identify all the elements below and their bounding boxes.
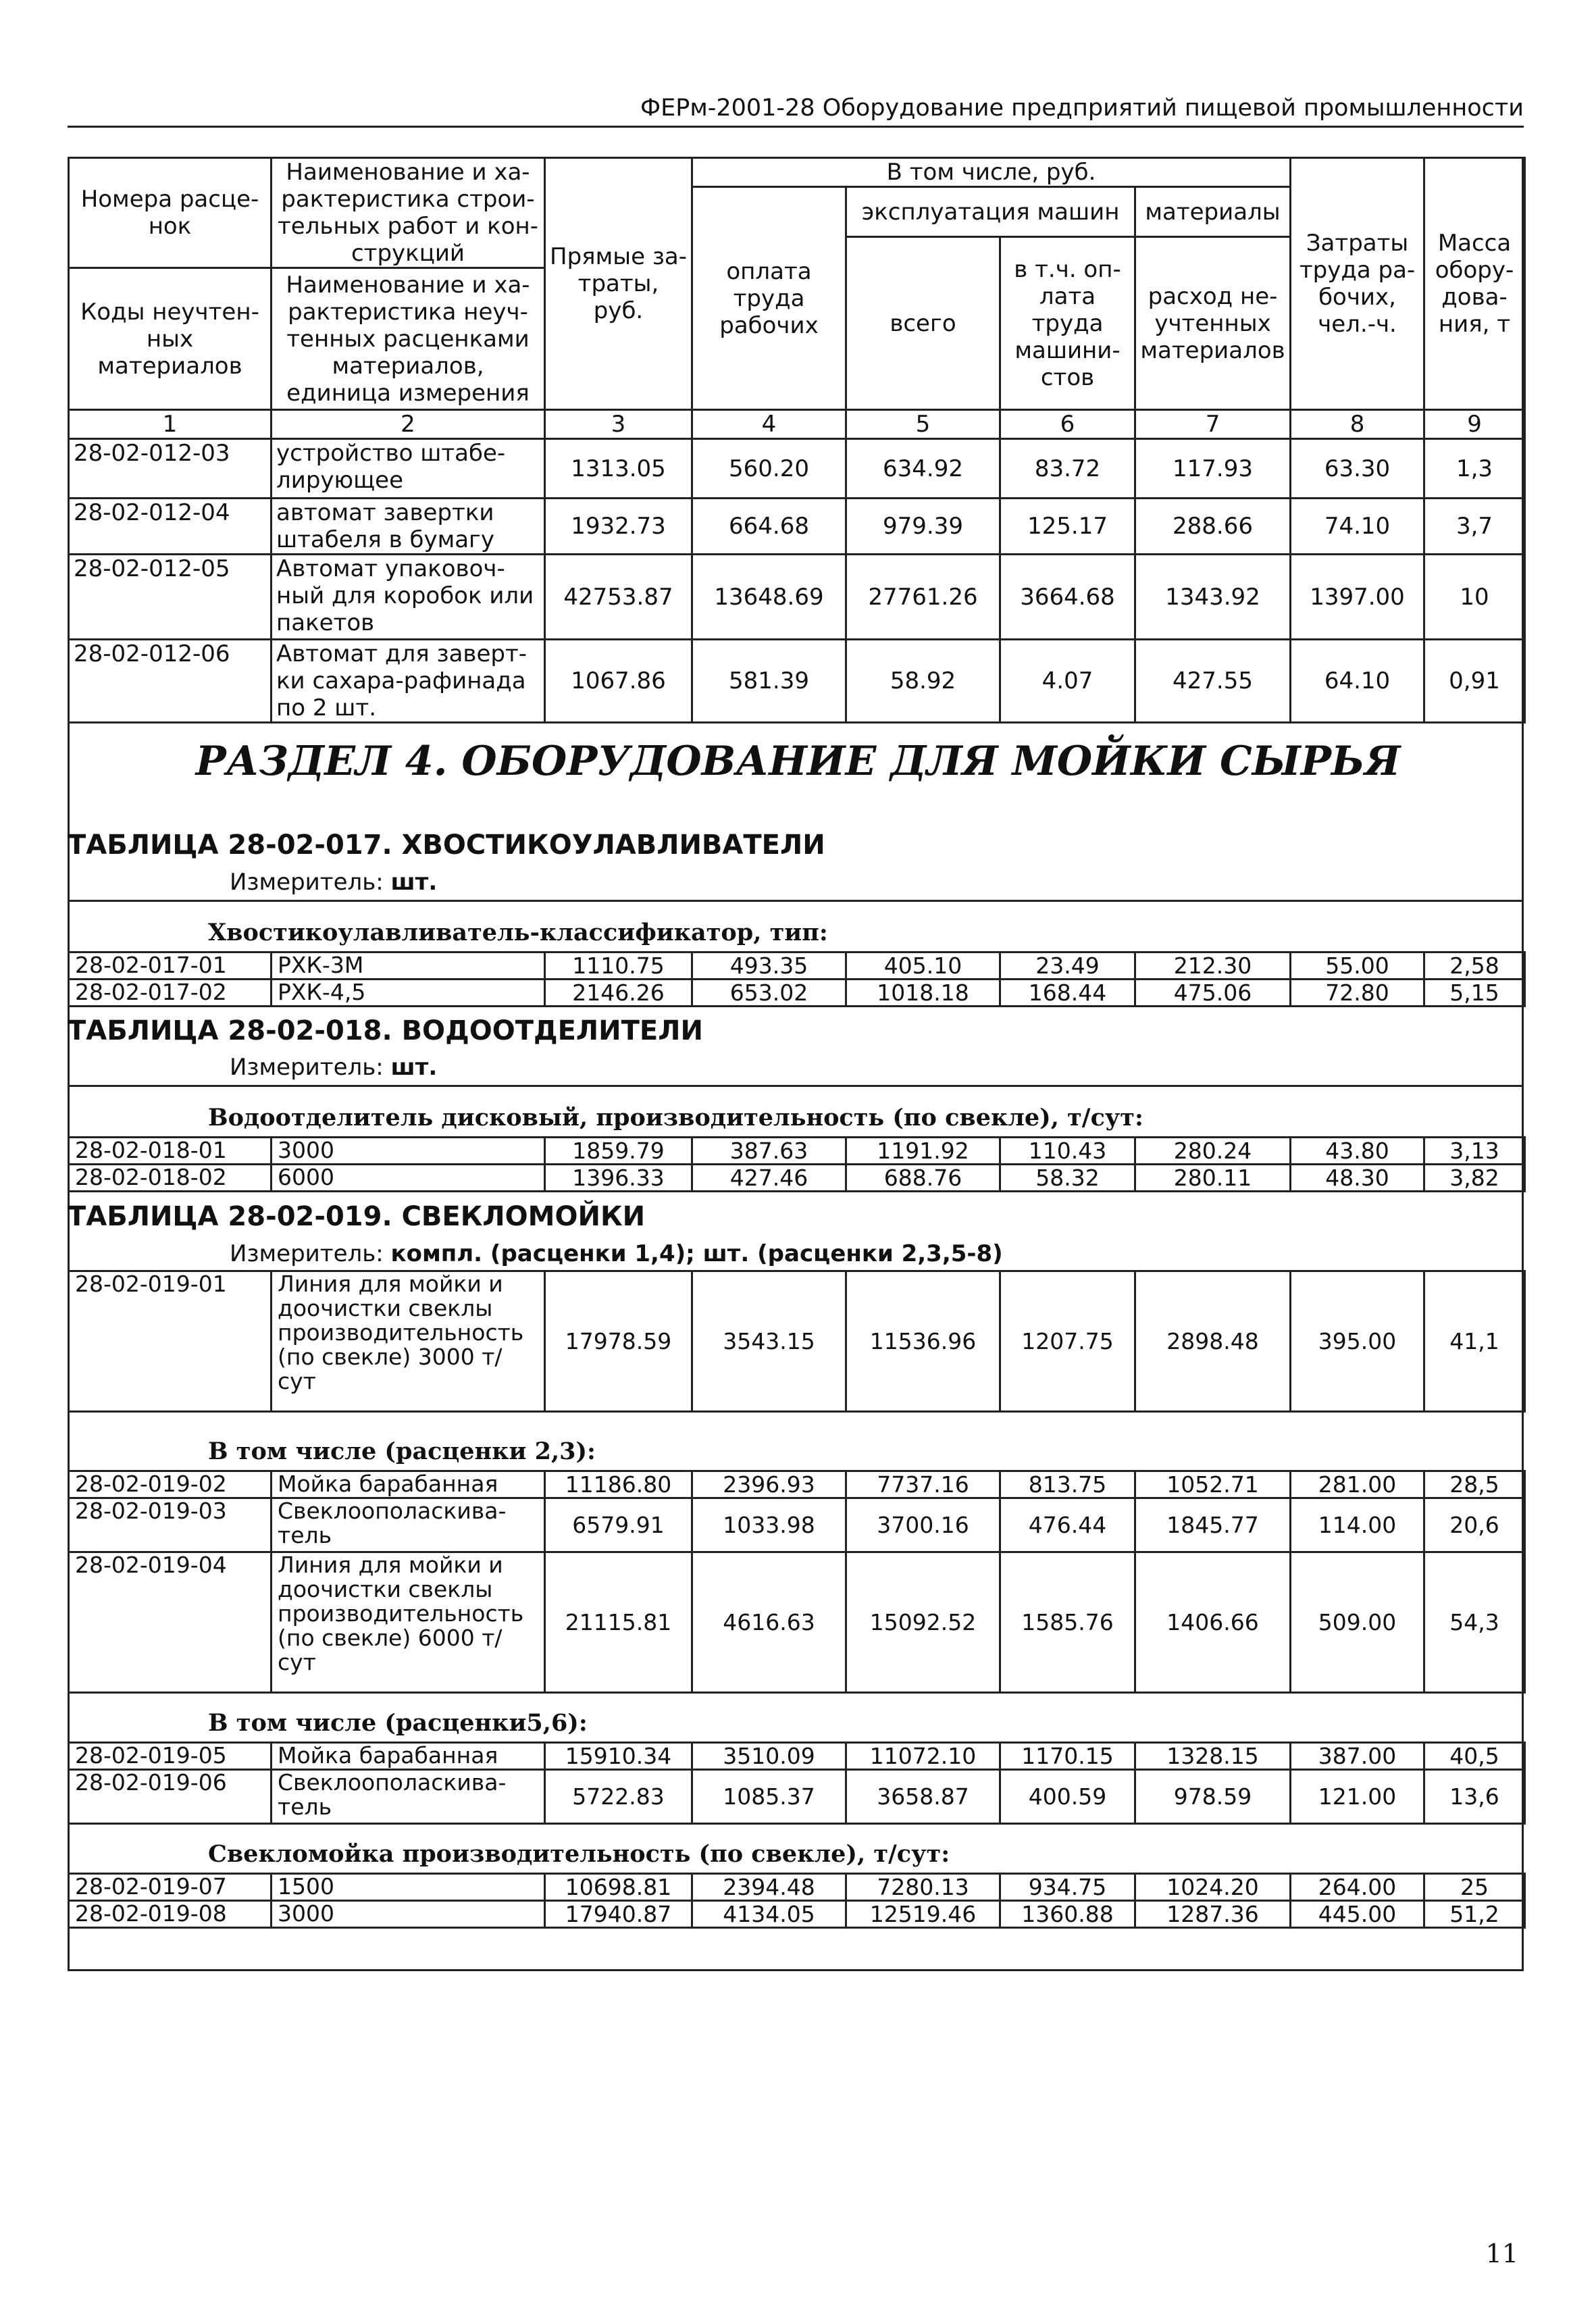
value-cell: 1,3 — [1424, 439, 1525, 499]
rate-code-cell: 28-02-012-03 — [69, 439, 272, 499]
name-cell: устройство штабе-лирующее — [272, 439, 545, 499]
value-cell: 1397.00 — [1291, 555, 1424, 640]
value-cell: 1067.86 — [545, 640, 692, 723]
table-row — [69, 1874, 1525, 1901]
name-cell: Свеклоополаскива-тель — [272, 1498, 545, 1552]
value-cell: 11536.96 — [846, 1271, 1000, 1412]
table-017-subtitle: Хвостикоулавливатель-классификатор, тип: — [208, 919, 828, 946]
value-cell: 400.59 — [1000, 1770, 1135, 1824]
column-numbers-row — [69, 410, 1525, 439]
value-cell: 5,15 — [1424, 980, 1525, 1007]
measure-value: шт. — [390, 869, 438, 896]
value-cell: 813.75 — [1000, 1471, 1135, 1498]
table-019-part2 — [68, 1470, 1526, 1694]
value-cell: 21115.81 — [545, 1552, 692, 1693]
value-cell: 20,6 — [1424, 1498, 1525, 1552]
value-cell: 114.00 — [1291, 1498, 1424, 1552]
table-019-title: ТАБЛИЦА 28-02-019. СВЕКЛОМОЙКИ — [68, 1201, 646, 1232]
value-cell: 125.17 — [1000, 499, 1135, 555]
value-cell: 1287.36 — [1135, 1901, 1291, 1928]
value-cell: 5722.83 — [545, 1770, 692, 1824]
measure-value: компл. (расценки 1,4); шт. (расценки 2,3,5-8) — [390, 1240, 1003, 1267]
section-title: РАЗДЕЛ 4. ОБОРУДОВАНИЕ ДЛЯ МОЙКИ СЫРЬЯ — [195, 738, 1401, 785]
col9-header: Масса обору-дова-ния, т — [1424, 158, 1525, 410]
table-row — [69, 499, 1525, 555]
value-cell: 1085.37 — [692, 1770, 846, 1824]
value-cell: 3,7 — [1424, 499, 1525, 555]
value-cell: 2394.48 — [692, 1874, 846, 1901]
name-cell: автомат завертки штабеля в бумагу — [272, 499, 545, 555]
value-cell: 25 — [1424, 1874, 1525, 1901]
table-row — [69, 1743, 1525, 1770]
value-cell: 1932.73 — [545, 499, 692, 555]
col5-header: всего — [846, 237, 1000, 410]
value-cell: 168.44 — [1000, 980, 1135, 1007]
value-cell: 58.92 — [846, 640, 1000, 723]
value-cell: 634.92 — [846, 439, 1000, 499]
table-row — [69, 1165, 1525, 1192]
value-cell: 13648.69 — [692, 555, 846, 640]
value-cell: 15910.34 — [545, 1743, 692, 1770]
header-text: ФЕРм-2001-28 Оборудование предприятий пищевой промышленности — [640, 95, 1524, 122]
value-cell: 1313.05 — [545, 439, 692, 499]
col2-header-bottom: Наименование и ха-рактеристика неуч-тенных расценками материалов, единица измерения — [272, 268, 545, 410]
table-row — [69, 952, 1525, 980]
table-row — [69, 1770, 1525, 1824]
value-cell: 121.00 — [1291, 1770, 1424, 1824]
incl-header: В том числе, руб. — [692, 158, 1291, 187]
col-num: 9 — [1424, 410, 1525, 439]
value-cell: 1191.92 — [846, 1138, 1000, 1165]
value-cell: 264.00 — [1291, 1874, 1424, 1901]
value-cell: 15092.52 — [846, 1552, 1000, 1693]
value-cell: 212.30 — [1135, 952, 1291, 980]
value-cell: 405.10 — [846, 952, 1000, 980]
table-row — [69, 640, 1525, 723]
value-cell: 83.72 — [1000, 439, 1135, 499]
value-cell: 72.80 — [1291, 980, 1424, 1007]
value-cell: 493.35 — [692, 952, 846, 980]
name-cell: Автомат упаковоч-ный для коробок или пакетов — [272, 555, 545, 640]
col-num: 7 — [1135, 410, 1291, 439]
value-cell: 13,6 — [1424, 1770, 1525, 1824]
col1-header-bottom: Коды неучтен-ных материалов — [69, 268, 272, 410]
name-cell: 3000 — [272, 1901, 545, 1928]
col-num: 8 — [1291, 410, 1424, 439]
rate-code-cell: 28-02-018-02 — [69, 1165, 272, 1192]
divider — [68, 1085, 1524, 1087]
name-cell: Линия для мойки и доочистки свеклы производительность (по свекле) 3000 т/сут — [272, 1271, 545, 1412]
table-row — [69, 1498, 1525, 1552]
rate-code-cell: 28-02-018-01 — [69, 1138, 272, 1165]
rate-code-cell: 28-02-012-05 — [69, 555, 272, 640]
value-cell: 7737.16 — [846, 1471, 1000, 1498]
rate-code-cell: 28-02-017-01 — [69, 952, 272, 980]
value-cell: 63.30 — [1291, 439, 1424, 499]
value-cell: 581.39 — [692, 640, 846, 723]
value-cell: 6579.91 — [545, 1498, 692, 1552]
col-num: 4 — [692, 410, 846, 439]
rate-code-cell: 28-02-019-03 — [69, 1498, 272, 1552]
value-cell: 3,13 — [1424, 1138, 1525, 1165]
name-cell: РХК-4,5 — [272, 980, 545, 1007]
value-cell: 3510.09 — [692, 1743, 846, 1770]
value-cell: 1396.33 — [545, 1165, 692, 1192]
name-cell: Мойка барабанная — [272, 1743, 545, 1770]
table-019-part1 — [68, 1270, 1526, 1413]
value-cell: 27761.26 — [846, 555, 1000, 640]
value-cell: 1406.66 — [1135, 1552, 1291, 1693]
table-019-measure — [230, 1240, 1003, 1267]
value-cell: 11186.80 — [545, 1471, 692, 1498]
value-cell: 1018.18 — [846, 980, 1000, 1007]
name-cell: Свеклоополаскива-тель — [272, 1770, 545, 1824]
value-cell: 560.20 — [692, 439, 846, 499]
value-cell: 1024.20 — [1135, 1874, 1291, 1901]
value-cell: 4134.05 — [692, 1901, 846, 1928]
col4-header: оплата труда рабочих — [692, 187, 846, 410]
rate-code-cell: 28-02-012-04 — [69, 499, 272, 555]
value-cell: 10698.81 — [545, 1874, 692, 1901]
table-row — [69, 439, 1525, 499]
value-cell: 1033.98 — [692, 1498, 846, 1552]
value-cell: 1052.71 — [1135, 1471, 1291, 1498]
value-cell: 280.11 — [1135, 1165, 1291, 1192]
value-cell: 3658.87 — [846, 1770, 1000, 1824]
value-cell: 427.46 — [692, 1165, 846, 1192]
value-cell: 55.00 — [1291, 952, 1424, 980]
value-cell: 1343.92 — [1135, 555, 1291, 640]
name-cell: Линия для мойки и доочистки свеклы производительность (по свекле) 6000 т/сут — [272, 1552, 545, 1693]
rate-code-cell: 28-02-019-06 — [69, 1770, 272, 1824]
col-num: 6 — [1000, 410, 1135, 439]
value-cell: 664.68 — [692, 499, 846, 555]
value-cell: 1845.77 — [1135, 1498, 1291, 1552]
value-cell: 40,5 — [1424, 1743, 1525, 1770]
value-cell: 475.06 — [1135, 980, 1291, 1007]
col-num: 1 — [69, 410, 272, 439]
col2-header-top: Наименование и ха-рактеристика строи-тельных работ и кон-струкций — [272, 158, 545, 268]
value-cell: 387.00 — [1291, 1743, 1424, 1770]
measure-label: Измеритель: — [230, 869, 384, 896]
value-cell: 509.00 — [1291, 1552, 1424, 1693]
value-cell: 41,1 — [1424, 1271, 1525, 1412]
col6-header: в т.ч. оп-лата труда машини-стов — [1000, 237, 1135, 410]
table-017-measure — [230, 869, 437, 896]
value-cell: 42753.87 — [545, 555, 692, 640]
measure-value: шт. — [390, 1054, 438, 1081]
value-cell: 1360.88 — [1000, 1901, 1135, 1928]
value-cell: 23.49 — [1000, 952, 1135, 980]
value-cell: 288.66 — [1135, 499, 1291, 555]
value-cell: 934.75 — [1000, 1874, 1135, 1901]
col8-header: Затраты труда ра-бочих, чел.-ч. — [1291, 158, 1424, 410]
value-cell: 3543.15 — [692, 1271, 846, 1412]
measure-label: Измеритель: — [230, 1054, 384, 1081]
table-019-subtitle-1: В том числе (расценки 2,3): — [208, 1438, 596, 1465]
table-018 — [68, 1136, 1526, 1192]
col1-header-top: Номера расце-нок — [69, 158, 272, 268]
table-017 — [68, 951, 1526, 1007]
table-row — [69, 555, 1525, 640]
table-017-title: ТАБЛИЦА 28-02-017. ХВОСТИКОУЛАВЛИВАТЕЛИ — [68, 830, 825, 861]
value-cell: 11072.10 — [846, 1743, 1000, 1770]
rate-code-cell: 28-02-019-04 — [69, 1552, 272, 1693]
value-cell: 1110.75 — [545, 952, 692, 980]
table-row — [69, 1471, 1525, 1498]
table-019-subtitle-3: Свекломойка производительность (по свекле), т/сут: — [208, 1840, 950, 1868]
table-019-subtitle-2: В том числе (расценки5,6): — [208, 1709, 588, 1737]
table-018-measure — [230, 1054, 437, 1081]
value-cell: 51,2 — [1424, 1901, 1525, 1928]
table-row — [69, 1901, 1525, 1928]
value-cell: 117.93 — [1135, 439, 1291, 499]
col-num: 5 — [846, 410, 1000, 439]
rate-code-cell: 28-02-019-08 — [69, 1901, 272, 1928]
value-cell: 64.10 — [1291, 640, 1424, 723]
name-cell: 3000 — [272, 1138, 545, 1165]
value-cell: 48.30 — [1291, 1165, 1424, 1192]
value-cell: 280.24 — [1135, 1138, 1291, 1165]
materials-header: материалы — [1135, 187, 1291, 237]
name-cell: РХК-3М — [272, 952, 545, 980]
rate-code-cell: 28-02-019-01 — [69, 1271, 272, 1412]
value-cell: 1328.15 — [1135, 1743, 1291, 1770]
value-cell: 110.43 — [1000, 1138, 1135, 1165]
table-018-title: ТАБЛИЦА 28-02-018. ВОДООТДЕЛИТЕЛИ — [68, 1015, 703, 1046]
table-018-subtitle: Водоотделитель дисковый, производительность (по свекле), т/сут: — [208, 1104, 1143, 1132]
page-header — [68, 92, 1524, 128]
name-cell: 6000 — [272, 1165, 545, 1192]
value-cell: 978.59 — [1135, 1770, 1291, 1824]
value-cell: 979.39 — [846, 499, 1000, 555]
value-cell: 1207.75 — [1000, 1271, 1135, 1412]
table-row — [69, 1552, 1525, 1693]
value-cell: 1170.15 — [1000, 1743, 1135, 1770]
value-cell: 28,5 — [1424, 1471, 1525, 1498]
value-cell: 10 — [1424, 555, 1525, 640]
value-cell: 12519.46 — [846, 1901, 1000, 1928]
table-019-part3 — [68, 1742, 1526, 1825]
rate-code-cell: 28-02-019-02 — [69, 1471, 272, 1498]
value-cell: 3,82 — [1424, 1165, 1525, 1192]
value-cell: 1859.79 — [545, 1138, 692, 1165]
value-cell: 2898.48 — [1135, 1271, 1291, 1412]
rate-code-cell: 28-02-019-07 — [69, 1874, 272, 1901]
value-cell: 17978.59 — [545, 1271, 692, 1412]
table-row — [69, 1138, 1525, 1165]
name-cell: Мойка барабанная — [272, 1471, 545, 1498]
value-cell: 74.10 — [1291, 499, 1424, 555]
name-cell: Автомат для заверт-ки сахара-рафинада по 2 шт. — [272, 640, 545, 723]
value-cell: 1585.76 — [1000, 1552, 1135, 1693]
col7-header: расход не-учтенных материалов — [1135, 237, 1291, 410]
table-row — [69, 1271, 1525, 1412]
value-cell: 688.76 — [846, 1165, 1000, 1192]
value-cell: 4616.63 — [692, 1552, 846, 1693]
value-cell: 653.02 — [692, 980, 846, 1007]
machines-header: эксплуатация машин — [846, 187, 1135, 237]
value-cell: 43.80 — [1291, 1138, 1424, 1165]
measure-label: Измеритель: — [230, 1240, 384, 1267]
value-cell: 281.00 — [1291, 1471, 1424, 1498]
rate-code-cell: 28-02-012-06 — [69, 640, 272, 723]
value-cell: 2,58 — [1424, 952, 1525, 980]
value-cell: 2396.93 — [692, 1471, 846, 1498]
value-cell: 3700.16 — [846, 1498, 1000, 1552]
rate-code-cell: 28-02-017-02 — [69, 980, 272, 1007]
rate-code-cell: 28-02-019-05 — [69, 1743, 272, 1770]
divider — [68, 900, 1524, 902]
value-cell: 4.07 — [1000, 640, 1135, 723]
table-019-part4 — [68, 1873, 1526, 1929]
value-cell: 58.32 — [1000, 1165, 1135, 1192]
value-cell: 395.00 — [1291, 1271, 1424, 1412]
value-cell: 445.00 — [1291, 1901, 1424, 1928]
value-cell: 387.63 — [692, 1138, 846, 1165]
col-num: 2 — [272, 410, 545, 439]
rates-table-header — [68, 157, 1526, 723]
table-row — [69, 980, 1525, 1007]
col3-header: Прямые за-траты, руб. — [545, 158, 692, 410]
value-cell: 17940.87 — [545, 1901, 692, 1928]
col-num: 3 — [545, 410, 692, 439]
value-cell: 7280.13 — [846, 1874, 1000, 1901]
value-cell: 2146.26 — [545, 980, 692, 1007]
value-cell: 3664.68 — [1000, 555, 1135, 640]
value-cell: 0,91 — [1424, 640, 1525, 723]
value-cell: 427.55 — [1135, 640, 1291, 723]
name-cell: 1500 — [272, 1874, 545, 1901]
value-cell: 476.44 — [1000, 1498, 1135, 1552]
value-cell: 54,3 — [1424, 1552, 1525, 1693]
page-number: 11 — [1485, 2239, 1518, 2268]
